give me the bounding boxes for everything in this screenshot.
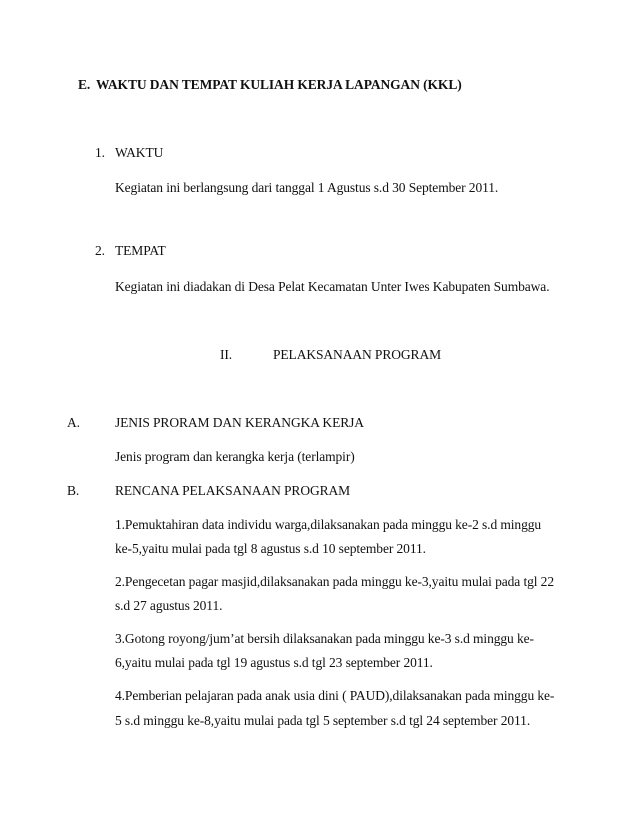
plan-item-line: 4.Pemberian pelajaran pada anak usia dini ( PAUD),dilaksanakan pada minggu ke- bbox=[115, 688, 555, 703]
chapter-numeral: II. bbox=[220, 347, 233, 362]
section-e-heading: WAKTU DAN TEMPAT KULIAH KERJA LAPANGAN (KKL) bbox=[96, 77, 462, 92]
section-e-marker: E. bbox=[78, 77, 91, 92]
item-title: WAKTU bbox=[115, 145, 164, 160]
plan-item-line: 5 s.d minggu ke-8,yaitu mulai pada tgl 5 september s.d tgl 24 september 2011. bbox=[115, 713, 531, 728]
chapter-title: PELAKSANAAN PROGRAM bbox=[273, 347, 441, 362]
plan-item-line: ke-5,yaitu mulai pada tgl 8 agustus s.d 10 september 2011. bbox=[115, 541, 426, 556]
item-body: Kegiatan ini diadakan di Desa Pelat Kecamatan Unter Iwes Kabupaten Sumbawa. bbox=[115, 279, 550, 294]
item-title: TEMPAT bbox=[115, 243, 166, 258]
item-body: Kegiatan ini berlangsung dari tanggal 1 Agustus s.d 30 September 2011. bbox=[115, 180, 499, 195]
section-a-marker: A. bbox=[67, 415, 80, 430]
plan-item-line: 1.Pemuktahiran data individu warga,dilaksanakan pada minggu ke-2 s.d minggu bbox=[115, 517, 542, 532]
plan-item-line: 2.Pengecetan pagar masjid,dilaksanakan pada minggu ke-3,yaitu mulai pada tgl 22 bbox=[115, 574, 554, 589]
plan-item-line: 6,yaitu mulai pada tgl 19 agustus s.d tgl 23 september 2011. bbox=[115, 655, 433, 670]
section-a-heading: JENIS PRORAM DAN KERANGKA KERJA bbox=[115, 415, 364, 430]
item-number: 1. bbox=[95, 145, 105, 160]
section-a-body: Jenis program dan kerangka kerja (terlampir) bbox=[115, 449, 355, 464]
item-number: 2. bbox=[95, 243, 105, 258]
plan-item-line: s.d 27 agustus 2011. bbox=[115, 598, 223, 613]
section-b-heading: RENCANA PELAKSANAAN PROGRAM bbox=[115, 483, 351, 498]
section-b-marker: B. bbox=[67, 483, 80, 498]
plan-item-line: 3.Gotong royong/jum’at bersih dilaksanakan pada minggu ke-3 s.d minggu ke- bbox=[115, 631, 534, 646]
